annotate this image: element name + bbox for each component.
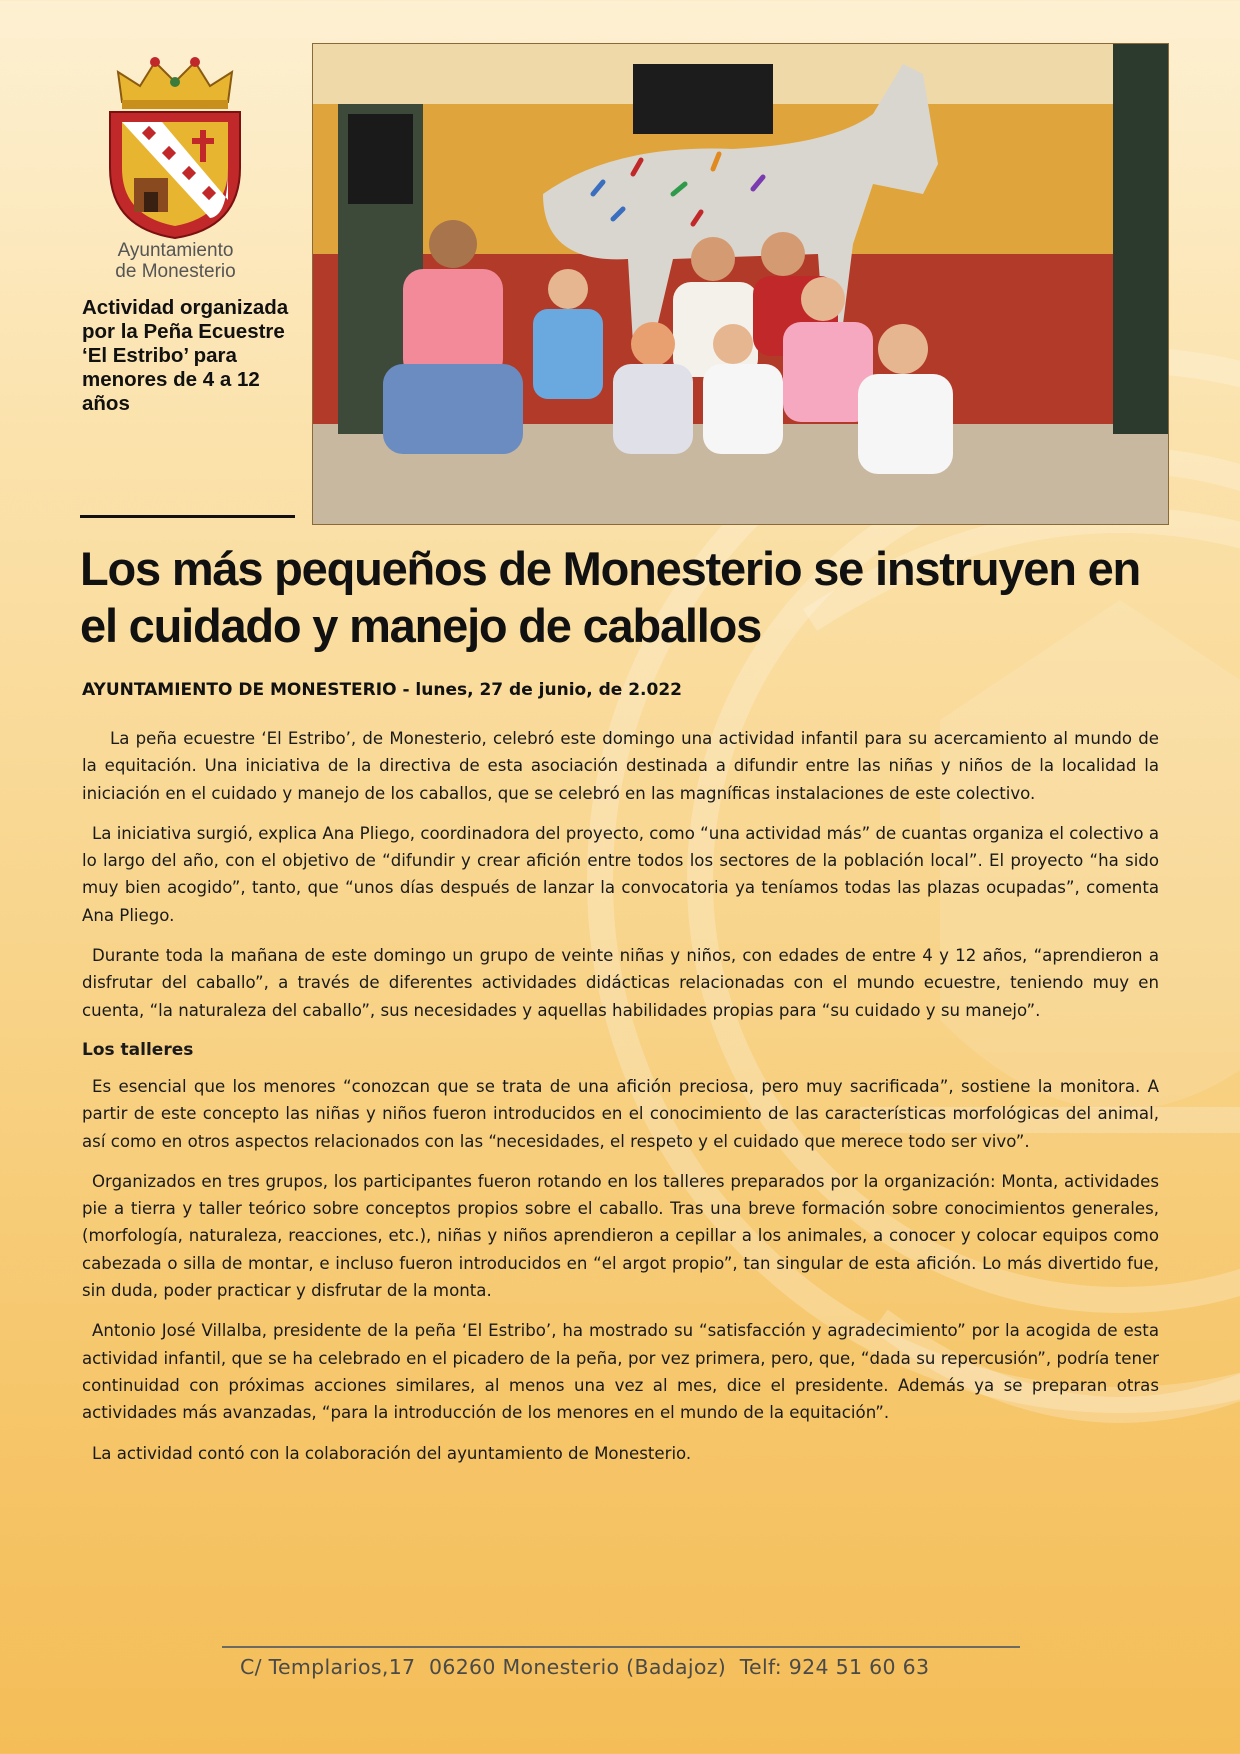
article-body	[82, 725, 1159, 1480]
article-photo	[312, 43, 1169, 525]
photo-caption: Actividad organizada por la Peña Ecuestre ‘El Estribo’ para menores de 4 a 12 años	[82, 296, 289, 415]
paragraph: Antonio José Villalba, presidente de la peña ‘El Estribo’, ha mostrado su “satisfacción y agradecimiento” por la acogida de esta actividad infantil, que se ha celebrado en el picadero de la peña, por vez primera, pero, que, “dada su repercusión”, podría tener continuidad con próximas acciones similares, al menos una vez al mes, dice el presidente. Además ya se preparan otras actividades más avanzadas, “para la introducción de los menores en el mundo de la equitación”.	[82, 1321, 1159, 1423]
paragraph: La actividad contó con la colaboración del ayuntamiento de Monesterio.	[92, 1443, 692, 1463]
paragraph: Organizados en tres grupos, los participantes fueron rotando en los talleres preparados por la organización: Monta, actividades pie a tierra y taller teórico sobre conceptos propios sobre el caballo. Tras una breve formación sobre conocimientos generales, (morfología, naturaleza, reacciones, etc.), niñas y niños aprendieron a cepillar a los animales, a conocer y colocar equipos como cabezada o silla de montar, e incluso fueron introducidos en “el argot propio”, tan singular de esta afición. Lo más divertido fue, sin duda, poder practicar y disfrutar de la monta.	[82, 1171, 1159, 1301]
footer-divider	[222, 1646, 1020, 1648]
section-subheading: Los talleres	[82, 1039, 194, 1060]
footer-address: C/ Templarios,17 06260 Monesterio (Badajoz) Telf: 924 51 60 63	[240, 1655, 930, 1679]
logo-wordmark	[88, 240, 263, 282]
caption-divider	[80, 515, 295, 518]
paragraph: La iniciativa surgió, explica Ana Pliego, coordinadora del proyecto, como “una actividad más” de cuantas organiza el colectivo a lo largo del año, con el objetivo de “difundir y crear afición entre todos los sectores de la población local”. El proyecto “ha sido muy bien acogido”, tanto, que “unos días después de lanzar la convocatoria ya teníamos todas las plazas ocupadas”, comenta Ana Pliego.	[82, 823, 1159, 925]
logo-line-2: de Monesterio	[115, 261, 236, 282]
paragraph: Es esencial que los menores “conozcan que se trata de una afición preciosa, pero muy sacrificada”, sostiene la monitora. A partir de este concepto las niñas y niños fueron introducidos en el conocimiento de las características morfológicas del animal, así como en otros aspectos relacionados con las “necesidades, el respeto y el cuidado que merece todo ser vivo”.	[82, 1076, 1159, 1151]
paragraph: La peña ecuestre ‘El Estribo’, de Monesterio, celebró este domingo una actividad infantil para su acercamiento al mundo de la equitación. Una iniciativa de la directiva de esta asociación destinada a difundir entre las niñas y niños de la localidad la iniciación en el cuidado y manejo de los caballos, que se celebró en las magníficas instalaciones de este colectivo.	[82, 729, 1159, 803]
logo-line-1: Ayuntamiento	[117, 240, 234, 261]
article-dateline: AYUNTAMIENTO DE MONESTERIO - lunes, 27 de junio, de 2.022	[82, 680, 682, 700]
paragraph: Durante toda la mañana de este domingo un grupo de veinte niñas y niños, con edades de entre 4 y 12 años, “aprendieron a disfrutar del caballo”, a través de diferentes actividades didácticas relacionadas con el mundo ecuestre, teniendo muy en cuenta, “la naturaleza del caballo”, sus necesidades y aquellas habilidades propias para “su cuidado y su manejo”.	[82, 946, 1159, 1020]
article-headline: Los más pequeños de Monesterio se instruyen en el cuidado y manejo de caballos	[80, 542, 1141, 652]
